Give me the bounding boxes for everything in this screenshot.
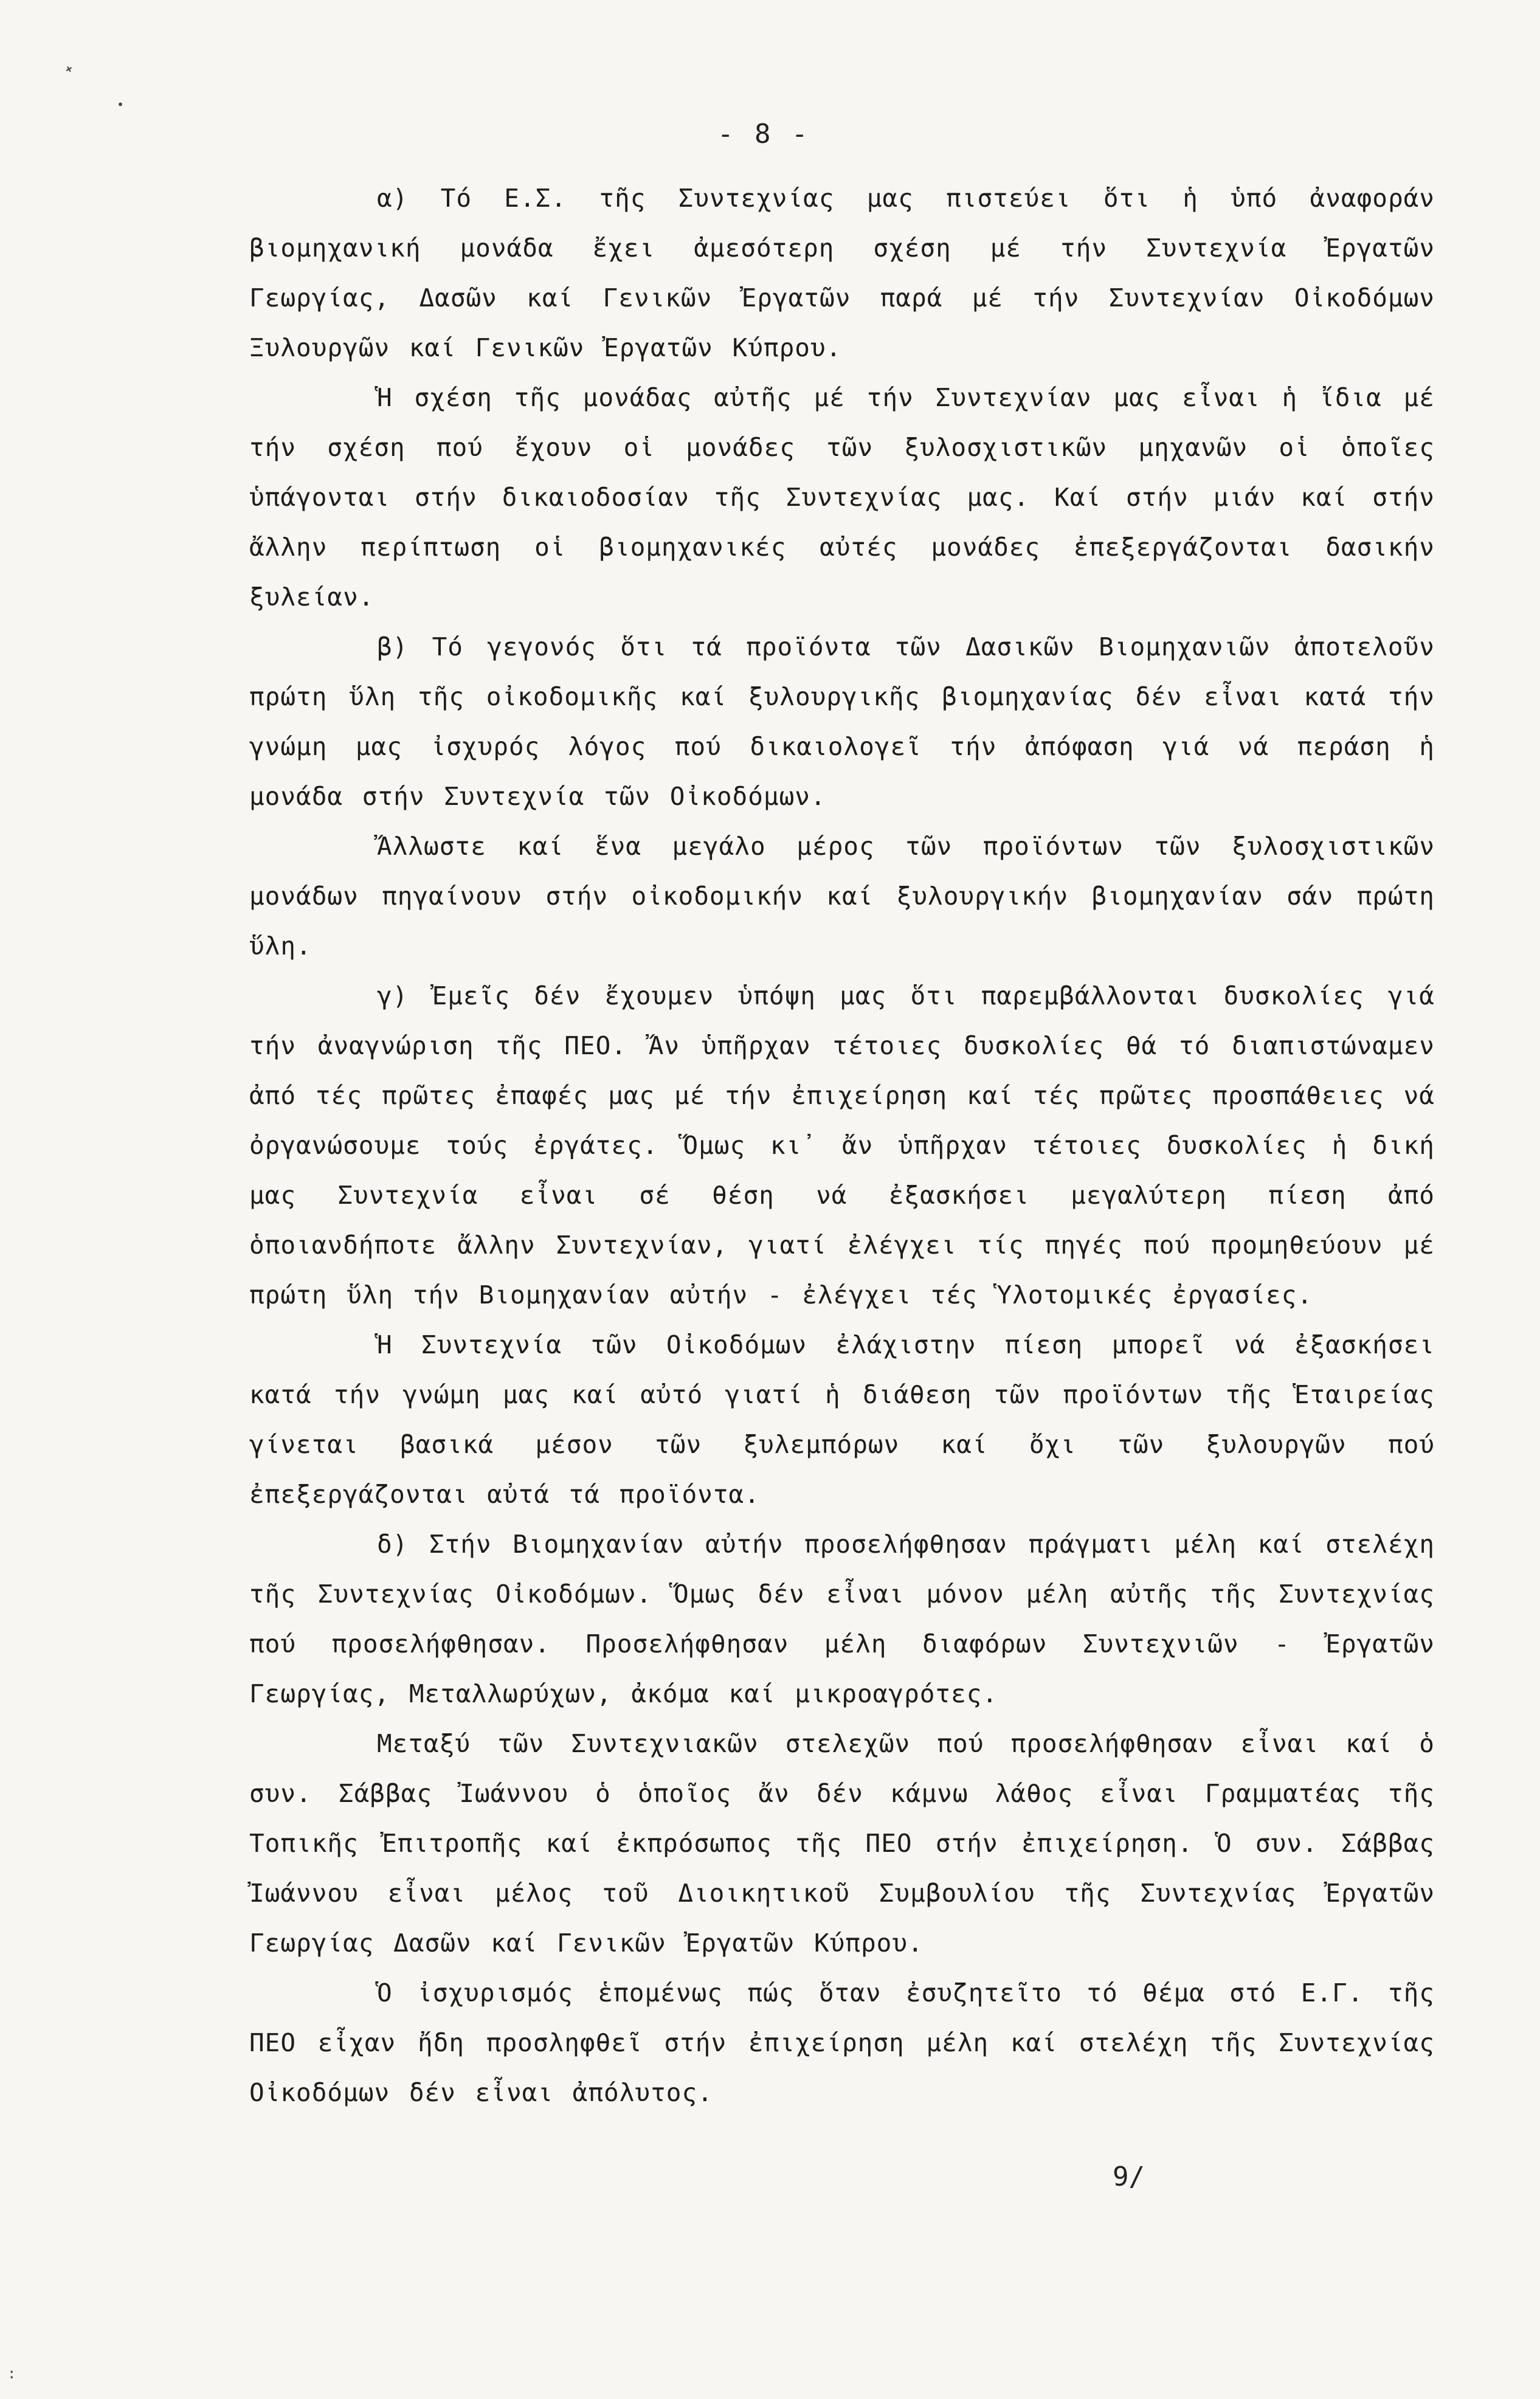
paragraph-c: γ) Ἐμεῖς δέν ἔχουμεν ὑπόψη μας ὅτι παρεμβάλλονται δυσκολίες γιά τήν ἀναγνώριση τῆς ΠΕΟ. Ἄν ὑπῆρχαν τέτοιες δυσκολίες θά τό διαπιστώναμεν ἀπό τές πρῶτες ἐπαφές μας μέ τήν ἐπιχείρηση καί τές πρῶτες προσπάθειες νά ὀργανώσουμε τούς ἐργάτες. Ὅμως κι᾿ ἄν ὑπῆρχαν τέτοιες δυσκολίες ἡ δική μας Συντεχνία εἶναι σέ θέση νά ἐξασκήσει μεγαλύτερη πίεση ἀπό ὁποιανδήποτε ἄλλην Συντεχνίαν, γιατί ἐλέγχει τίς πηγές πού προμηθεύουν μέ πρώτη ὕλη τήν Βιομηχανίαν αὐτήν - ἐλέγχει τές Ὑλοτομικές ἐργασίες. [249, 981, 1435, 1310]
paragraph-a: α) Τό Ε.Σ. τῆς Συντεχνίας μας πιστεύει ὅτι ἡ ὑπό ἀναφοράν βιομηχανική μονάδα ἔχει ἀμεσότερη σχέση μέ τήν Συντεχνία Ἐργατῶν Γεωργίας, Δασῶν καί Γενικῶν Ἐργατῶν παρά μέ τήν Συντεχνίαν Οἰκοδόμων Ξυλουργῶν καί Γενικῶν Ἐργατῶν Κύπρου. [249, 184, 1435, 362]
paragraph-savvas: Μεταξύ τῶν Συντεχνιακῶν στελεχῶν πού προσελήφθησαν εἶναι καί ὁ συν. Σάββας Ἰωάννου ὁ ὁποῖος ἄν δέν κάμνω λάθος εἶναι Γραμματέας τῆς Τοπικῆς Ἐπιτροπῆς καί ἐκπρόσωπος τῆς ΠΕΟ στήν ἐπιχείρηση. Ὁ συν. Σάββας Ἰωάννου εἶναι μέλος τοῦ Διοικητικοῦ Συμβουλίου τῆς Συντεχνίας Ἐργατῶν Γεωργίας Δασῶν καί Γενικῶν Ἐργατῶν Κύπρου. [249, 1729, 1435, 1958]
paragraph-d: δ) Στήν Βιομηχανίαν αὐτήν προσελήφθησαν πράγματι μέλη καί στελέχη τῆς Συντεχνίας Οἰκοδόμων. Ὅμως δέν εἶναι μόνον μέλη αὐτῆς τῆς Συντεχνίας πού προσελήφθησαν. Προσελήφθησαν μέλη διαφόρων Συντεχνιῶν - Ἐργατῶν Γεωργίας, Μεταλλωρύχων, ἀκόμα καί μικροαγρότες. [249, 1530, 1435, 1708]
letter-body [249, 173, 1435, 2118]
paragraph-relation: Ἡ σχέση τῆς μονάδας αὐτῆς μέ τήν Συντεχνίαν μας εἶναι ἡ ἴδια μέ τήν σχέση πού ἔχουν οἱ μονάδες τῶν ξυλοσχιστικῶν μηχανῶν οἱ ὁποῖες ὑπάγονται στήν δικαιοδοσίαν τῆς Συντεχνίας μας. Καί στήν μιάν καί στήν ἄλλην περίπτωση οἱ βιομηχανικές αὐτές μονάδες ἐπεξεργάζονται δασικήν ξυλείαν. [249, 383, 1435, 612]
margin-mark: ᐩ [61, 60, 81, 86]
paragraph-b: β) Τό γεγονός ὅτι τά προϊόντα τῶν Δασικῶν Βιομηχανιῶν ἀποτελοῦν πρώτη ὕλη τῆς οἰκοδομικῆς καί ξυλουργικῆς βιομηχανίας δέν εἶναι κατά τήν γνώμη μας ἰσχυρός λόγος πού δικαιολογεῖ τήν ἀπόφαση γιά νά περάση ἡ μονάδα στήν Συντεχνία τῶν Οἰκοδόμων. [249, 632, 1435, 811]
paragraph-builders-union: Ἡ Συντεχνία τῶν Οἰκοδόμων ἐλάχιστην πίεση μπορεῖ νά ἐξασκήσει κατά τήν γνώμη μας καί αὐτό γιατί ἡ διάθεση τῶν προϊόντων τῆς Ἑταιρείας γίνεται βασικά μέσον τῶν ξυλεμπόρων καί ὄχι τῶν ξυλουργῶν πού ἐπεξεργάζονται αὐτά τά προϊόντα. [249, 1330, 1435, 1509]
margin-dot: : [7, 2365, 16, 2382]
paragraph-besides: Ἄλλωστε καί ἕνα μεγάλο μέρος τῶν προϊόντων τῶν ξυλοσχιστικῶν μονάδων πηγαίνουν στήν οἰκοδομικήν καί ξυλουργικήν βιομηχανίαν σάν πρώτη ὕλη. [249, 832, 1435, 961]
paragraph-claim: Ὁ ἰσχυρισμός ἑπομένως πώς ὅταν ἐσυζητεῖτο τό θέμα στό Ε.Γ. τῆς ΠΕΟ εἶχαν ἤδη προσληφθεῖ στήν ἐπιχείρηση μέλη καί στελέχη τῆς Συντεχνίας Οἰκοδόμων δέν εἶναι ἀπόλυτος. [249, 1978, 1435, 2107]
margin-dot: • [117, 97, 125, 112]
page-number: - 8 - [717, 119, 810, 150]
continuation-mark: 9/ [1113, 2161, 1145, 2192]
